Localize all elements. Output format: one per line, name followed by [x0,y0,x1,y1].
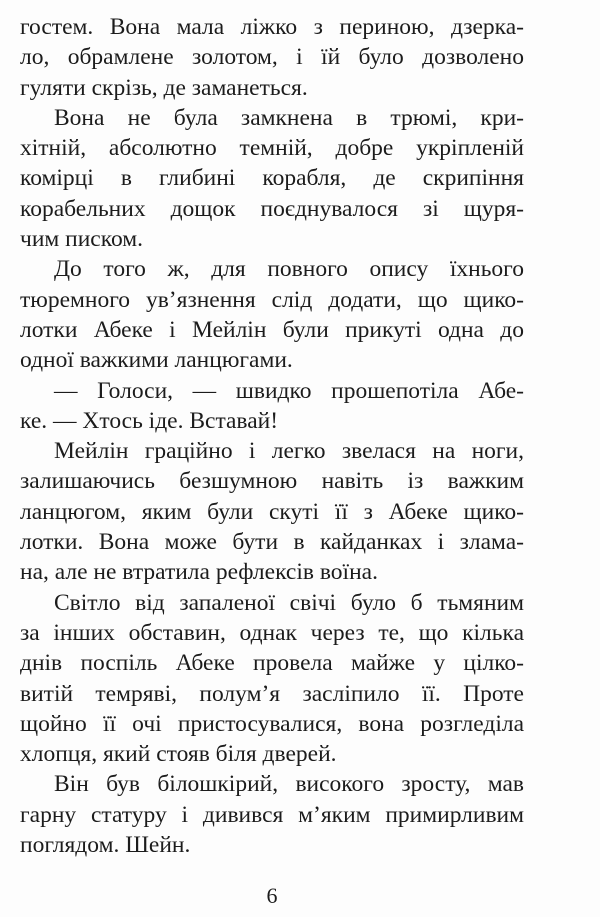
page-body-text [20,12,524,860]
text-line: поглядом. Шейн. [20,832,191,859]
text-line: комірці в глибині корабля, де скрипіння [20,165,524,192]
text-line: лотки. Вона може бути в кайданках і злама- [20,529,524,556]
text-line: тюремного ув’язнення слід додати, що щико- [20,286,524,313]
text-line: щойно її очі пристосувалися, вона розгледіла [20,710,524,737]
text-line: гуляти скрізь, де заманеться. [20,74,308,101]
text-line: на, але не втратила рефлексів воїна. [20,559,378,586]
text-line: чим писком. [20,226,143,253]
text-line: за інших обставин, однак через те, що кілька [20,619,524,646]
text-line: Світло від запаленої свічі було б тьмяним [54,589,524,616]
text-line: хітній, абсолютно темній, добре укріпленій [20,135,524,162]
text-line: одної важкими ланцюгами. [20,347,293,374]
text-line: хлопця, який стояв біля дверей. [20,741,337,768]
text-line: ланцюгом, яким були скуті її з Абеке щико- [20,498,524,525]
page-number: 6 [266,883,278,908]
text-line: ло, обрамлене золотом, і їй було дозволено [20,44,524,71]
text-line: — Голоси, — швидко прошепотіла Абе- [54,377,524,404]
text-line: корабельних дощок поєднувалося зі щуря- [20,195,524,222]
text-line: Мейлін граційно і легко звелася на ноги, [54,438,524,465]
text-line: днів поспіль Абеке провела майже у цілко- [20,650,524,677]
text-line: Він був білошкірий, високого зросту, мав [54,771,524,798]
text-line: До того ж, для повного опису їхнього [54,256,524,283]
text-line: гостем. Вона мала ліжко з периною, дзерка- [20,14,524,40]
text-line: гарну статуру і дивився м’яким примирливим [20,801,524,828]
text-line: залишаючись безшумною навіть із важким [20,468,524,495]
text-line: витій темряві, полум’я засліпило її. Проте [20,680,524,707]
text-line: лотки Абеке і Мейлін були прикуті одна до [20,316,524,343]
text-line: ке. — Хтось іде. Вставай! [20,407,279,434]
text-line: Вона не була замкнена в трюмі, кри- [54,104,524,131]
